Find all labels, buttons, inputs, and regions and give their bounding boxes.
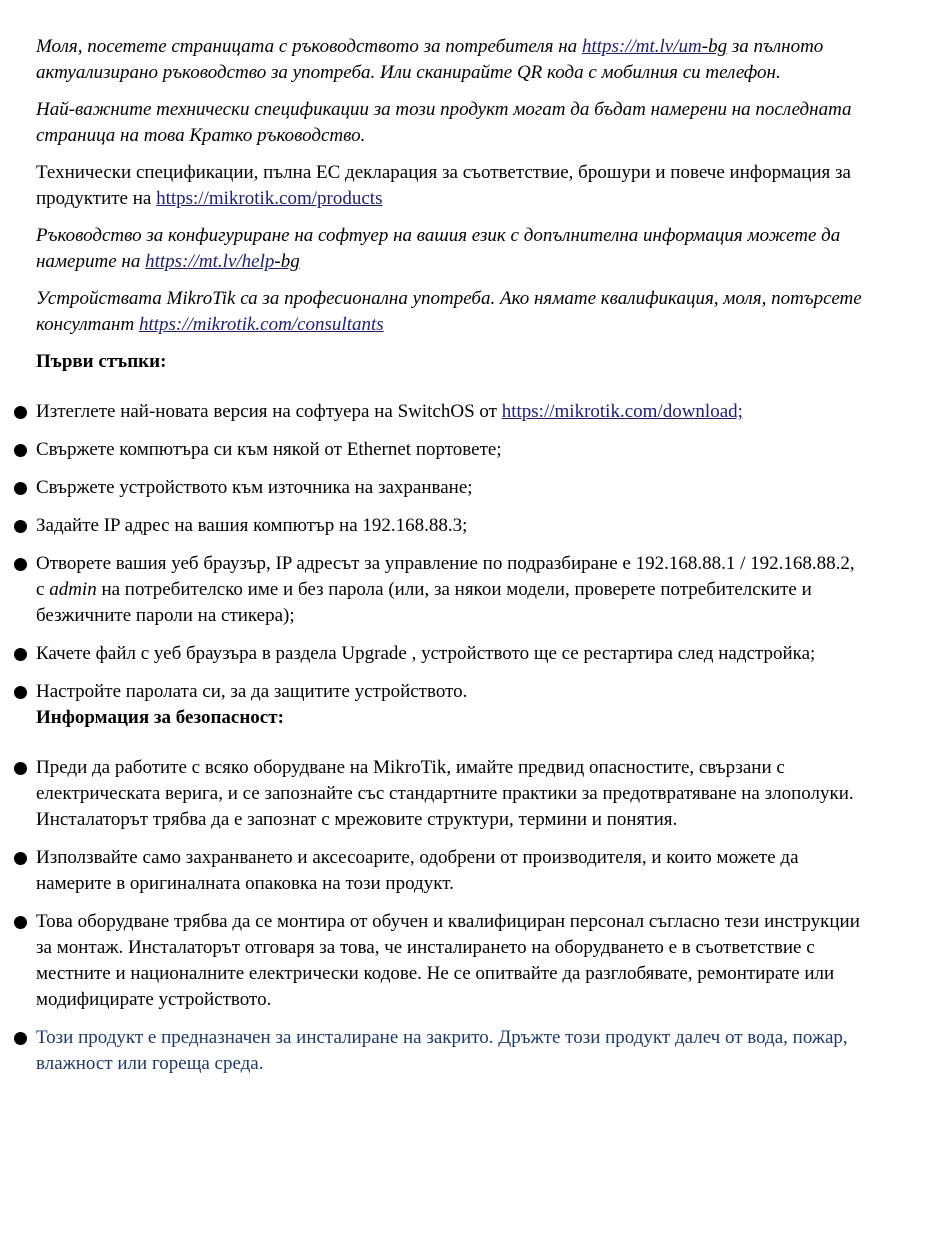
bullet-icon <box>14 648 27 661</box>
download-link[interactable]: https://mikrotik.com/download; <box>501 401 743 422</box>
bullet-icon <box>14 1032 27 1045</box>
user-manual-link[interactable]: https://mt.lv/um-bg <box>581 36 728 57</box>
list-item: Преди да работите с всяко оборудване на MikroTik, имайте предвид опасностите, свързани с електрическата верига, и се запознайте със стандартните практики за предотвратяване на злополуки. Инсталаторът трябва да е запознат с мрежовите структури, термини и понятия. <box>36 755 866 833</box>
bullet-icon <box>14 558 27 571</box>
bullet-icon <box>14 762 27 775</box>
intro-specs-note: Най-важните технически спецификации за този продукт могат да бъдат намерени на последната страница на това Кратко ръководство. <box>36 99 852 146</box>
bullet-icon <box>14 406 27 419</box>
intro-consultants <box>36 286 866 338</box>
list-item: Използвайте само захранването и аксесоарите, одобрени от производителя, и които можете да намерите в оригиналната опаковка на този продукт. <box>36 845 866 897</box>
help-link[interactable]: https://mt.lv/help-bg <box>145 251 300 272</box>
first-steps-list <box>36 399 866 705</box>
bullet-icon <box>14 482 27 495</box>
intro-products <box>36 160 866 212</box>
list-item: Свържете компютъра си към някой от Ethernet портовете; <box>36 437 866 463</box>
safety-heading: Информация за безопасност: <box>36 707 284 728</box>
bullet-icon <box>14 916 27 929</box>
list-item: Този продукт е предназначен за инсталиране на закрито. Дръжте този продукт далеч от вода, пожар, влажност или гореща среда. <box>36 1025 866 1077</box>
list-item: Свържете устройството към източника на захранване; <box>36 475 866 501</box>
intro-text: Устройствата MikroTik са за професионална употреба. Ако нямате квалификация, моля, потърсете консултант <box>36 288 862 335</box>
bullet-icon <box>14 520 27 533</box>
list-item: Това оборудване трябва да се монтира от обучен и квалифициран персонал съгласно тези инструкции за монтаж. Инсталаторът отговаря за това, че инсталирането на оборудването е в съответствие с местните и националните електрически кодове. Не се опитвайте да разглобявате, ремонтирате или модифицирате устройството. <box>36 909 866 1013</box>
safety-list <box>36 755 866 1077</box>
list-item: Настройте паролата си, за да защитите устройството. <box>36 679 866 705</box>
intro-text: Моля, посетете страницата с ръководството за потребителя на <box>36 36 582 57</box>
intro-text: Ръководство за конфигуриране на софтуер на вашия език с допълнителна информация можете да намерите на <box>36 225 841 272</box>
bullet-icon <box>14 686 27 699</box>
bullet-icon <box>14 444 27 457</box>
consultants-link[interactable]: https://mikrotik.com/consultants <box>138 314 384 335</box>
intro-user-manual <box>36 34 866 86</box>
products-link[interactable]: https://mikrotik.com/products <box>156 188 383 209</box>
list-item: Изтеглете най-новата версия на софтуера на SwitchOS от https://mikrotik.com/download; <box>36 399 866 425</box>
intro-help <box>36 223 866 275</box>
intro-text: за пълното актуализирано ръководство за употреба. Или сканирайте QR кода с мобилния си телефон. <box>36 36 824 83</box>
list-item: Задайте IP адрес на вашия компютър на 192.168.88.3; <box>36 513 866 539</box>
intro-text: Технически спецификации, пълна ЕС декларация за съответствие, брошури и повече информация за продуктите на <box>36 162 851 209</box>
list-item: Отворете вашия уеб браузър, IP адресът за управление по подразбиране е 192.168.88.1 / 192.168.88.2, с admin на потребителско име и без парола (или, за някои модели, проверете потребителските и безжичните пароли на стикера); <box>36 551 866 629</box>
first-steps-heading: Първи стъпки: <box>36 351 167 372</box>
list-item: Качете файл с уеб браузъра в раздела Upgrade , устройството ще се рестартира след надстройка; <box>36 641 866 667</box>
bullet-icon <box>14 852 27 865</box>
document-page <box>36 34 866 1089</box>
